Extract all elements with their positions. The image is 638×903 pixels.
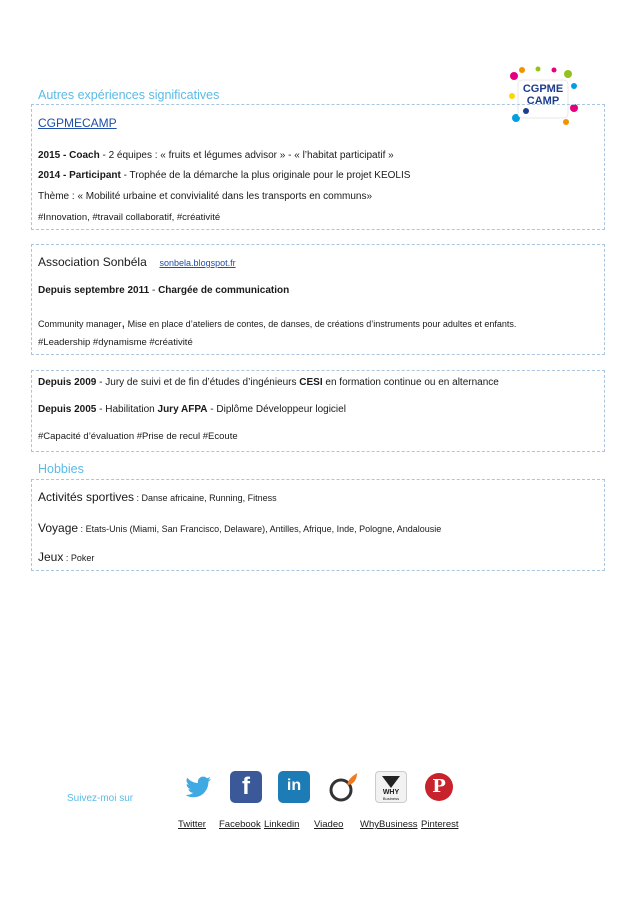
cgpmecamp-line-theme: Thème : « Mobilité urbaine et convivialité dans les transports en communs» [38,191,373,202]
whybusiness-link[interactable]: WhyBusiness [360,819,418,830]
facebook-icon-glyph: f [242,773,250,800]
cgpmecamp-line-coach: 2015 - Coach - 2 équipes : « fruits et légumes advisor » - « l’habitat participatif » [38,150,394,161]
pinterest-icon-glyph: P [432,776,446,797]
cgpmecamp-line-participant: 2014 - Participant - Trophée de la démarche la plus originale pour le projet KEOLIS [38,170,411,181]
facebook-link[interactable]: Facebook [219,819,261,830]
cgpmecamp-link[interactable]: CGPMECAMP [38,116,117,130]
whybusiness-icon[interactable] [375,771,407,803]
whybusiness-icon-subtext: Business [382,796,400,801]
sonbela-org-name: Association Sonbéla [38,255,147,269]
sonbela-tags: #Leadership #dynamisme #créativité [38,337,193,348]
section-title-hobbies: Hobbies [38,462,84,476]
viadeo-link[interactable]: Viadeo [314,819,344,830]
viadeo-leaf [347,773,357,785]
social-label: Suivez-moi sur [67,793,134,804]
sonbela-description: Community manager, Mise en place d’ateliers de contes, de danses, de créations d’instruments pour adultes et enfants. [38,315,517,330]
twitter-link[interactable]: Twitter [178,819,206,830]
viadeo-icon[interactable] [327,771,359,803]
whybusiness-icon-text: WHY [382,789,400,796]
afpa-line: Depuis 2005 - Habilitation Jury AFPA - Diplôme Développeur logiciel [38,404,346,415]
hobby-travel: Voyage : Etats-Unis (Miami, San Francisco, Delaware), Antilles, Afrique, Inde, Pologne, Andalousie [38,521,442,535]
jury-tags: #Capacité d’évaluation #Prise de recul #Ecoute [38,431,238,442]
whybusiness-shape [382,776,400,788]
cgpmecamp-logo-text-2: CAMP [526,95,560,107]
cgpmecamp-tags: #Innovation, #travail collaboratif, #créativité [38,212,221,223]
sonbela-link[interactable]: sonbela.blogspot.fr [159,258,236,268]
hobby-games: Jeux : Poker [38,550,95,564]
section-title-experiences: Autres expériences significatives [38,88,220,102]
linkedin-icon[interactable] [278,771,310,803]
cesi-line: Depuis 2009 - Jury de suivi et de fin d’études d’ingénieurs CESI en formation continue ou en alternance [38,377,499,388]
hobby-sports: Activités sportives : Danse africaine, Running, Fitness [38,490,277,504]
pinterest-icon[interactable] [423,771,455,803]
sonbela-role: Depuis septembre 2011 - Chargée de communication [38,285,290,296]
linkedin-icon-glyph: in [286,777,302,794]
facebook-icon[interactable] [230,771,262,803]
twitter-icon[interactable] [182,771,214,803]
sonbela-header [38,255,236,269]
cgpmecamp-logo-text-1: CGPME [522,83,564,95]
linkedin-link[interactable]: Linkedin [264,819,300,830]
pinterest-link[interactable]: Pinterest [421,819,459,830]
twitter-bird-shape [186,777,211,798]
